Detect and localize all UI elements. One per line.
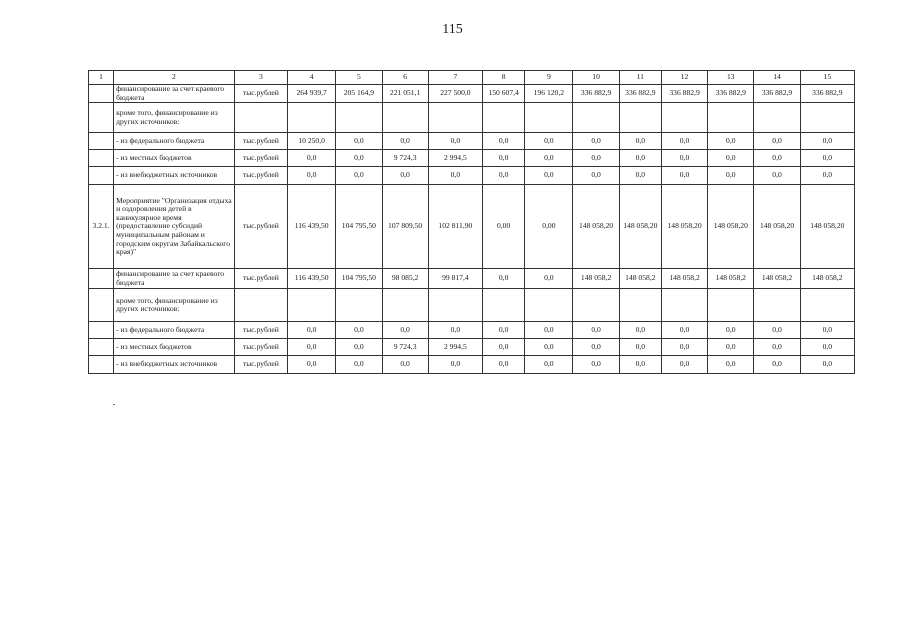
value-cell <box>525 103 573 133</box>
value-cell: 0,0 <box>288 150 336 167</box>
row-unit: тыс.рублей <box>234 185 287 269</box>
row-unit: тыс.рублей <box>234 85 287 103</box>
value-cell: 0,0 <box>525 150 573 167</box>
value-cell: 0,0 <box>661 150 707 167</box>
value-cell: 2 994,5 <box>428 339 482 356</box>
value-cell: 2 994,5 <box>428 150 482 167</box>
value-cell: 0,0 <box>382 133 428 150</box>
value-cell: 0,0 <box>336 322 382 339</box>
column-header: 4 <box>288 71 336 85</box>
value-cell: 0,0 <box>661 167 707 185</box>
value-cell: 0,0 <box>573 150 619 167</box>
budget-table <box>88 70 855 374</box>
value-cell: 0,0 <box>428 322 482 339</box>
value-cell: 104 795,50 <box>336 185 382 269</box>
value-cell: 336 882,9 <box>661 85 707 103</box>
value-cell: 336 882,9 <box>619 85 661 103</box>
value-cell <box>754 289 800 322</box>
value-cell: 116 439,50 <box>288 269 336 289</box>
value-cell: 148 058,20 <box>619 185 661 269</box>
value-cell <box>382 289 428 322</box>
row-code <box>89 167 114 185</box>
scan-speck <box>113 404 115 405</box>
page-number: 115 <box>442 22 463 37</box>
value-cell: 0,00 <box>525 185 573 269</box>
value-cell: 0,0 <box>754 322 800 339</box>
value-cell: 0,0 <box>483 356 525 374</box>
value-cell: 148 058,2 <box>619 269 661 289</box>
column-header: 15 <box>800 71 854 85</box>
value-cell: 0,0 <box>661 133 707 150</box>
value-cell: 0,0 <box>483 322 525 339</box>
column-header: 10 <box>573 71 619 85</box>
value-cell: 0,0 <box>800 322 854 339</box>
value-cell <box>573 289 619 322</box>
value-cell: 150 607,4 <box>483 85 525 103</box>
value-cell <box>800 289 854 322</box>
row-unit: тыс.рублей <box>234 150 287 167</box>
value-cell: 0,0 <box>336 167 382 185</box>
value-cell <box>428 289 482 322</box>
value-cell: 0,0 <box>619 356 661 374</box>
value-cell: 264 939,7 <box>288 85 336 103</box>
table-row <box>89 85 855 103</box>
table-row <box>89 133 855 150</box>
row-unit <box>234 103 287 133</box>
value-cell: 0,0 <box>661 356 707 374</box>
row-description: - из местных бюджетов <box>114 339 235 356</box>
column-header: 11 <box>619 71 661 85</box>
value-cell: 0,0 <box>708 356 754 374</box>
value-cell: 0,0 <box>754 167 800 185</box>
value-cell: 196 120,2 <box>525 85 573 103</box>
value-cell: 205 164,9 <box>336 85 382 103</box>
table-row <box>89 103 855 133</box>
row-description: финансирование за счет краевого бюджета <box>114 269 235 289</box>
value-cell: 0,0 <box>483 150 525 167</box>
row-code <box>89 289 114 322</box>
value-cell: 0,0 <box>708 133 754 150</box>
value-cell: 116 439,50 <box>288 185 336 269</box>
value-cell: 0,0 <box>661 322 707 339</box>
value-cell: 148 058,20 <box>754 185 800 269</box>
value-cell: 0,0 <box>619 322 661 339</box>
value-cell: 0,0 <box>525 167 573 185</box>
value-cell: 0,0 <box>754 150 800 167</box>
value-cell: 0,0 <box>800 356 854 374</box>
value-cell: 0,0 <box>288 167 336 185</box>
value-cell: 0,0 <box>336 133 382 150</box>
row-code <box>89 150 114 167</box>
value-cell: 0,0 <box>573 356 619 374</box>
column-header: 9 <box>525 71 573 85</box>
table-row <box>89 339 855 356</box>
value-cell: 336 882,9 <box>800 85 854 103</box>
value-cell <box>428 103 482 133</box>
table-row <box>89 322 855 339</box>
value-cell: 0,0 <box>525 322 573 339</box>
value-cell: 0,0 <box>573 167 619 185</box>
value-cell: 148 058,2 <box>708 269 754 289</box>
value-cell <box>754 103 800 133</box>
row-code <box>89 322 114 339</box>
value-cell: 0,0 <box>708 167 754 185</box>
value-cell: 0,0 <box>619 133 661 150</box>
value-cell: 0,0 <box>800 167 854 185</box>
value-cell <box>483 103 525 133</box>
row-code <box>89 85 114 103</box>
row-code <box>89 269 114 289</box>
value-cell <box>288 289 336 322</box>
row-unit: тыс.рублей <box>234 356 287 374</box>
value-cell: 0,0 <box>525 339 573 356</box>
value-cell: 0,0 <box>800 339 854 356</box>
value-cell: 0,0 <box>573 133 619 150</box>
row-unit <box>234 289 287 322</box>
value-cell: 9 724,3 <box>382 339 428 356</box>
column-header: 6 <box>382 71 428 85</box>
value-cell: 0,0 <box>619 167 661 185</box>
value-cell: 0,0 <box>336 150 382 167</box>
value-cell: 336 882,9 <box>708 85 754 103</box>
value-cell: 0,0 <box>525 269 573 289</box>
value-cell: 102 811,90 <box>428 185 482 269</box>
value-cell: 0,0 <box>754 356 800 374</box>
value-cell: 0,0 <box>483 133 525 150</box>
value-cell: 104 795,50 <box>336 269 382 289</box>
value-cell: 0,0 <box>661 339 707 356</box>
value-cell: 0,0 <box>754 133 800 150</box>
value-cell: 0,0 <box>428 133 482 150</box>
value-cell: 0,0 <box>708 150 754 167</box>
column-header: 3 <box>234 71 287 85</box>
value-cell: 336 882,9 <box>754 85 800 103</box>
row-unit: тыс.рублей <box>234 133 287 150</box>
value-cell: 0,0 <box>483 269 525 289</box>
value-cell: 99 817,4 <box>428 269 482 289</box>
value-cell <box>661 289 707 322</box>
value-cell: 148 058,2 <box>800 269 854 289</box>
value-cell: 0,0 <box>382 356 428 374</box>
value-cell: 0,0 <box>336 339 382 356</box>
value-cell <box>708 289 754 322</box>
row-description: - из внебюджетных источников <box>114 356 235 374</box>
value-cell <box>800 103 854 133</box>
value-cell: 0,0 <box>483 167 525 185</box>
value-cell <box>708 103 754 133</box>
value-cell: 0,0 <box>382 322 428 339</box>
value-cell: 0,0 <box>708 339 754 356</box>
value-cell <box>483 289 525 322</box>
column-header: 13 <box>708 71 754 85</box>
value-cell: 0,0 <box>754 339 800 356</box>
row-code <box>89 356 114 374</box>
value-cell: 148 058,20 <box>800 185 854 269</box>
table-row <box>89 289 855 322</box>
row-unit: тыс.рублей <box>234 322 287 339</box>
value-cell: 0,0 <box>382 167 428 185</box>
value-cell <box>619 289 661 322</box>
value-cell: 0,0 <box>619 150 661 167</box>
value-cell <box>525 289 573 322</box>
value-cell <box>336 103 382 133</box>
row-code <box>89 339 114 356</box>
value-cell: 0,0 <box>428 167 482 185</box>
column-header: 7 <box>428 71 482 85</box>
header-row <box>89 71 855 85</box>
column-header: 2 <box>114 71 235 85</box>
value-cell: 9 724,3 <box>382 150 428 167</box>
row-description: кроме того, финансирование из других источников: <box>114 289 235 322</box>
value-cell: 227 500,0 <box>428 85 482 103</box>
value-cell: 10 250,0 <box>288 133 336 150</box>
column-header: 8 <box>483 71 525 85</box>
value-cell: 0,0 <box>525 356 573 374</box>
value-cell: 148 058,2 <box>754 269 800 289</box>
table-row <box>89 150 855 167</box>
value-cell: 0,0 <box>288 339 336 356</box>
value-cell: 0,0 <box>525 133 573 150</box>
value-cell: 0,0 <box>619 339 661 356</box>
value-cell: 0,0 <box>800 150 854 167</box>
column-header: 1 <box>89 71 114 85</box>
value-cell: 148 058,20 <box>661 185 707 269</box>
value-cell: 0,0 <box>573 322 619 339</box>
value-cell: 0,0 <box>288 322 336 339</box>
row-description: финансирование за счет краевого бюджета <box>114 85 235 103</box>
value-cell: 148 058,2 <box>661 269 707 289</box>
value-cell: 221 051,1 <box>382 85 428 103</box>
table-row <box>89 269 855 289</box>
table-row <box>89 185 855 269</box>
row-description: - из внебюджетных источников <box>114 167 235 185</box>
value-cell <box>573 103 619 133</box>
value-cell <box>336 289 382 322</box>
row-unit: тыс.рублей <box>234 339 287 356</box>
value-cell <box>288 103 336 133</box>
value-cell: 148 058,20 <box>573 185 619 269</box>
value-cell: 0,00 <box>483 185 525 269</box>
row-unit: тыс.рублей <box>234 269 287 289</box>
value-cell: 98 085,2 <box>382 269 428 289</box>
row-description: - из федерального бюджета <box>114 133 235 150</box>
row-description: кроме того, финансирование из других источников: <box>114 103 235 133</box>
row-description: - из местных бюджетов <box>114 150 235 167</box>
row-unit: тыс.рублей <box>234 167 287 185</box>
row-code: 3.2.1. <box>89 185 114 269</box>
value-cell: 0,0 <box>288 356 336 374</box>
row-code <box>89 133 114 150</box>
value-cell <box>619 103 661 133</box>
value-cell: 336 882,9 <box>573 85 619 103</box>
table-row <box>89 167 855 185</box>
value-cell: 148 058,20 <box>708 185 754 269</box>
table-row <box>89 356 855 374</box>
value-cell: 0,0 <box>573 339 619 356</box>
column-header: 14 <box>754 71 800 85</box>
column-header: 5 <box>336 71 382 85</box>
value-cell <box>382 103 428 133</box>
value-cell: 0,0 <box>800 133 854 150</box>
value-cell: 148 058,2 <box>573 269 619 289</box>
value-cell: 0,0 <box>708 322 754 339</box>
column-header: 12 <box>661 71 707 85</box>
row-description: - из федерального бюджета <box>114 322 235 339</box>
value-cell: 0,0 <box>428 356 482 374</box>
row-description: Мероприятие "Организация отдыха и оздоровления детей в каникулярное время (предоставление субсидий муниципальным районам и городским округам Забайкальского края)" <box>114 185 235 269</box>
row-code <box>89 103 114 133</box>
value-cell: 0,0 <box>483 339 525 356</box>
value-cell <box>661 103 707 133</box>
value-cell: 0,0 <box>336 356 382 374</box>
value-cell: 107 809,50 <box>382 185 428 269</box>
